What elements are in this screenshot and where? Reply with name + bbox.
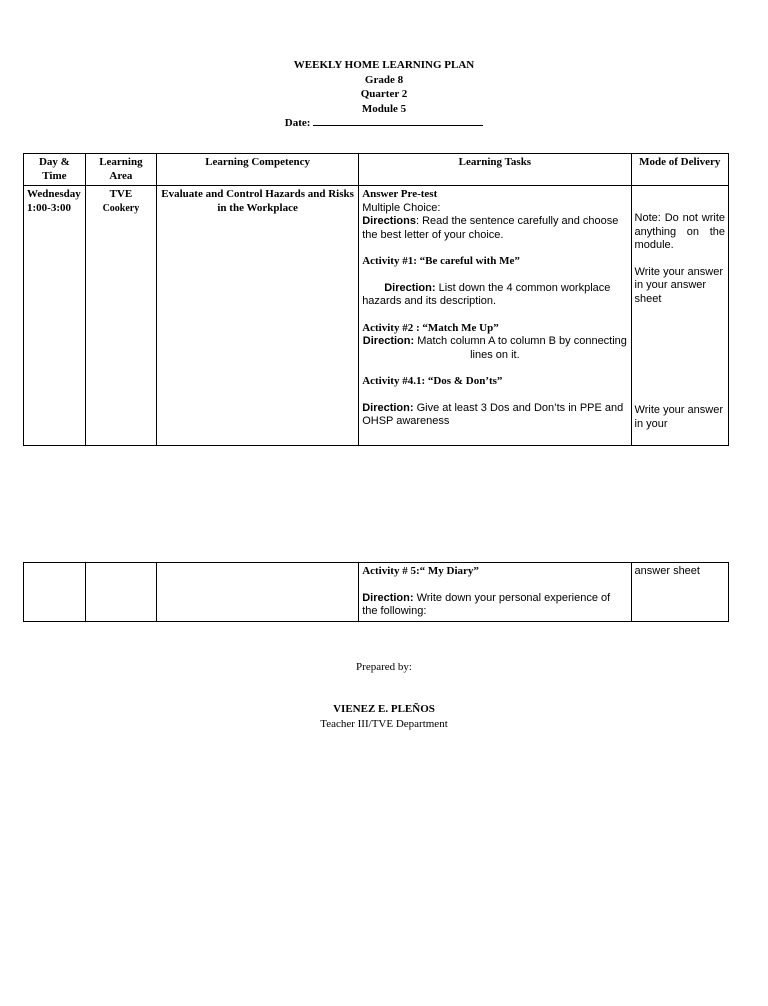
date-blank-line	[313, 116, 483, 126]
empty-competency-cell	[157, 563, 359, 622]
activity1-direction-label: Direction:	[384, 281, 436, 294]
competency-cell: Evaluate and Control Hazards and Risks in the Workplace	[157, 186, 359, 446]
learning-tasks-cell-continued	[359, 563, 631, 622]
mode-of-delivery-cell	[631, 186, 728, 446]
day-text: Wednesday	[27, 188, 81, 200]
directions-label: Directions	[362, 215, 416, 227]
activity41-title: Activity #4.1: “Dos & Don’ts”	[362, 375, 503, 387]
document-title: WEEKLY HOME LEARNING PLAN	[293, 59, 475, 71]
document-header	[0, 58, 768, 131]
header-day-time: Day & Time	[24, 154, 86, 186]
activity41-direction-label: Direction:	[362, 401, 414, 414]
table-row	[24, 563, 729, 622]
mode-of-delivery-cell-continued: answer sheet	[631, 563, 728, 622]
activity5-direction-text: Write down your personal experience of the following:	[362, 591, 611, 617]
learning-area-cell	[85, 186, 156, 446]
activity2-direction-label: Direction:	[362, 335, 415, 347]
area-text: TVE	[109, 188, 133, 200]
quarter-label: Quarter 2	[360, 88, 408, 101]
empty-day-cell	[24, 563, 86, 622]
activity5-direction-label: Direction:	[362, 591, 414, 604]
header-learning-competency: Learning Competency	[157, 154, 359, 186]
learning-tasks-cell	[359, 186, 631, 446]
activity2-title-name: Match Me Up	[427, 321, 494, 334]
multiple-choice-text: Multiple Choice:	[362, 201, 441, 214]
date-row	[0, 116, 768, 131]
header-learning-area: Learning Area	[85, 154, 156, 186]
header-learning-tasks: Learning Tasks	[359, 154, 631, 186]
area-sub-text: Cookery	[102, 202, 140, 214]
teacher-role: Teacher III/TVE Department	[320, 718, 448, 730]
activity2-title-suffix: ”	[493, 321, 499, 334]
activity1-direction-text: List down the 4 common workplace hazards and its description.	[362, 281, 611, 307]
table-header-row	[24, 154, 729, 186]
empty-area-cell	[85, 563, 156, 622]
directions-text: : Read the sentence carefully and choose the best letter of your choice.	[362, 215, 619, 241]
activity5-title: Activity # 5:“ My Diary”	[362, 565, 479, 577]
write-instruction-1: Write your answer in your answer sheet	[634, 265, 723, 305]
date-label: Date:	[284, 117, 311, 130]
pretest-text: Answer Pre-test	[362, 188, 438, 200]
time-text: 1:00-3:00	[27, 201, 71, 214]
activity2-direction-text: Match column A to column B by connecting lines on it.	[414, 335, 627, 361]
header-mode-of-delivery: Mode of Delivery	[631, 154, 728, 186]
learning-plan-table	[23, 153, 729, 446]
activity41-direction-text: Give at least 3 Dos and Don’ts in PPE and OHSP awareness	[362, 401, 624, 427]
note-text: Note: Do not write anything on the module.	[634, 212, 725, 251]
table-row	[24, 186, 729, 446]
write-instruction-2: Write your answer in your	[634, 404, 723, 430]
day-time-cell	[24, 186, 86, 446]
learning-plan-table-continued	[23, 562, 729, 622]
activity1-title: Activity #1: “Be careful with Me”	[362, 255, 520, 267]
activity2-title-prefix: Activity #2 : “	[362, 321, 428, 334]
module-label: Module 5	[361, 102, 407, 115]
teacher-name: VIENEZ E. PLEÑOS	[333, 703, 435, 715]
grade-label: Grade 8	[364, 73, 404, 86]
prepared-by-label: Prepared by:	[356, 661, 412, 673]
